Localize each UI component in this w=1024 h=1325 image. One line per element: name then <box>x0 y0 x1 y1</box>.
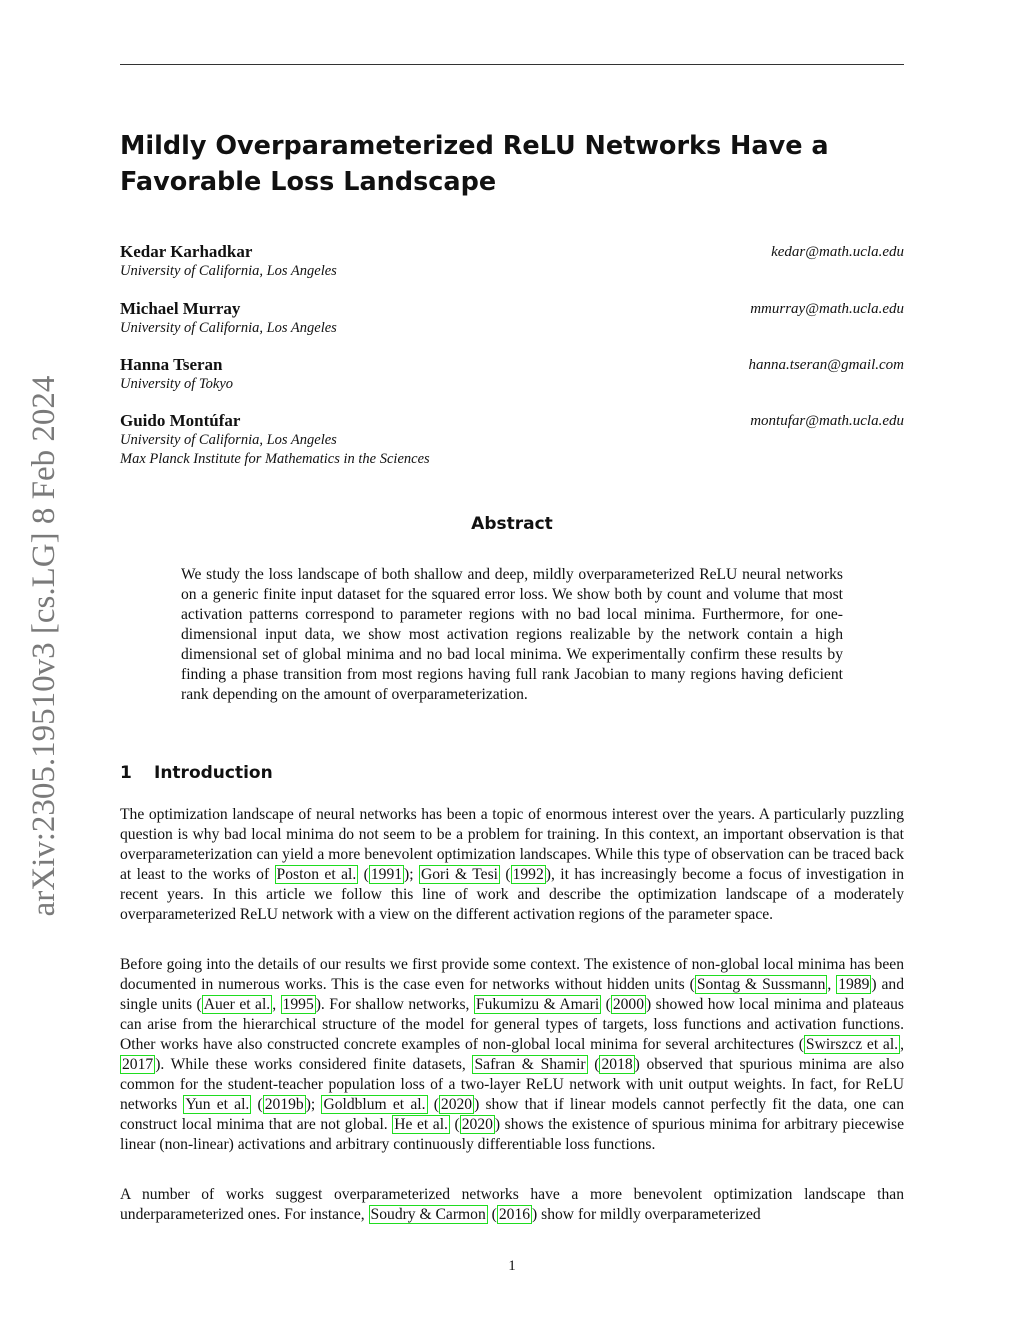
author-block <box>120 355 904 394</box>
page-number: 1 <box>508 1258 516 1274</box>
body-paragraph: The optimization landscape of neural networks has been a topic of enormous interest over the years. A particularly puzzling question is why bad local minima do not seem to be a problem for training. In this context, an important observation is that overparameterization can yield a more benevolent optimization landscapes. While this type of observation can be traced back at least to the works of Poston et al. ( 1991 ); Gori & Tesi ( 1992 ), it has increasingly become a focus of investigation in recent years. In this article we follow this line of work and describe the optimization landscape of a moderately overparameterized ReLU network with a view on the different activation regions of the parameter space. <box>120 806 905 923</box>
section-title: Introduction <box>154 763 273 783</box>
author-affiliation: University of California, Los Angeles <box>120 432 337 448</box>
header-rule <box>120 64 904 65</box>
arxiv-stamp: arXiv:2305.19510v3 [cs.LG] 8 Feb 2024 <box>26 375 62 917</box>
author-affiliation: University of California, Los Angeles <box>120 320 337 336</box>
author-affiliation: University of Tokyo <box>120 376 234 392</box>
citation-link[interactable]: Poston et al. <box>276 866 357 883</box>
citation-link[interactable]: Safran & Shamir <box>474 1056 586 1073</box>
paper-title: Mildly Overparameterized ReLU Networks Have a Favorable Loss Landscape <box>120 131 829 197</box>
citation-link[interactable]: 2000 <box>612 996 644 1013</box>
section-heading <box>120 763 273 783</box>
citation-link[interactable]: Goldblum et al. <box>323 1096 426 1113</box>
citation-link[interactable]: 2020 <box>440 1096 473 1113</box>
author-email[interactable]: kedar@math.ucla.edu <box>771 244 904 260</box>
author-affiliation: Max Planck Institute for Mathematics in the Sciences <box>120 451 430 467</box>
author-name: Michael Murray <box>120 299 241 318</box>
author-block <box>120 242 904 281</box>
citation-link[interactable]: Soudry & Carmon <box>370 1206 486 1223</box>
citation-link[interactable]: Fukumizu & Amari <box>475 996 600 1013</box>
citation-link[interactable]: 2019b <box>264 1096 304 1113</box>
citation-link[interactable]: Gori & Tesi <box>420 866 498 883</box>
body-paragraph: Before going into the details of our results we first provide some context. The existence of non-global local minima has been documented in numerous works. This is the case even for networks without hidden units ( Sontag & Sussmann , 1989 ) and single units ( Auer et al. , 1995 ). For shallow networks, Fukumizu & Amari ( 2000 ) showed how local minima and plateaus can arise from the hierarchical structure of the model for general types of targets, loss functions and activation functions. Other works have also constructed concrete examples of non-global local minima for several architectures ( Swirszcz et al. , 2017 ). While these works considered finite datasets, Safran & Shamir ( 2018 ) observed that spurious minima are also common for the student-teacher population loss of a two-layer ReLU network with unit output weights. In fact, for ReLU networks Yun et al. ( 2019b ); Goldblum et al. ( 2020 ) show that if linear models cannot perfectly fit the data, one can construct local minima that are not global. He et al. ( 2020 ) shows the existence of spurious minima for arbitrary piecewise linear (non-linear) activations and arbitrary continuously differentiable loss functions. <box>120 956 905 1153</box>
citation-link[interactable]: Auer et al. <box>203 996 271 1013</box>
citation-link[interactable]: 1989 <box>838 976 870 993</box>
citation-link[interactable]: 1991 <box>370 866 403 883</box>
citation-link[interactable]: 2020 <box>461 1116 493 1133</box>
author-email[interactable]: hanna.tseran@gmail.com <box>748 357 904 373</box>
abstract-heading: Abstract <box>471 514 553 534</box>
section-number: 1 <box>120 763 132 783</box>
author-name: Kedar Karhadkar <box>120 242 253 261</box>
citation-link[interactable]: Yun et al. <box>185 1096 250 1113</box>
citation-link[interactable]: 2018 <box>601 1056 633 1073</box>
author-block <box>120 411 904 469</box>
body-paragraph: A number of works suggest overparameterized networks have a more benevolent optimization landscape than underparameterized ones. For instance, Soudry & Carmon ( 2016 ) show for mildly overparameterized <box>120 1186 904 1223</box>
author-email[interactable]: montufar@math.ucla.edu <box>750 413 904 429</box>
citation-link[interactable]: He et al. <box>394 1116 448 1133</box>
citation-link[interactable]: 1992 <box>512 866 544 883</box>
author-name: Guido Montúfar <box>120 411 241 430</box>
abstract-text: We study the loss landscape of both shallow and deep, mildly overparameterized ReLU neural networks on a generic finite input dataset for the squared error loss. We show both by count and volume that most activation patterns correspond to parameter regions with no bad local minima. Furthermore, for one-dimensional input data, we show most activation regions realizable by the network contain a high dimensional set of global minima and no bad local minima. We experimentally confirm these results by finding a phase transition from most regions having full rank Jacobian to many regions having deficient rank depending on the amount of overparameterization. <box>181 566 843 703</box>
citation-link[interactable]: 2017 <box>122 1056 154 1073</box>
author-name: Hanna Tseran <box>120 355 223 374</box>
citation-link[interactable]: 2016 <box>498 1206 531 1223</box>
author-email[interactable]: mmurray@math.ucla.edu <box>750 301 904 317</box>
citation-link[interactable]: Swirszcz et al. <box>805 1036 899 1053</box>
citation-link[interactable]: Sontag & Sussmann <box>696 976 826 993</box>
author-block <box>120 299 904 338</box>
citation-link[interactable]: 1995 <box>282 996 314 1013</box>
author-affiliation: University of California, Los Angeles <box>120 263 337 279</box>
